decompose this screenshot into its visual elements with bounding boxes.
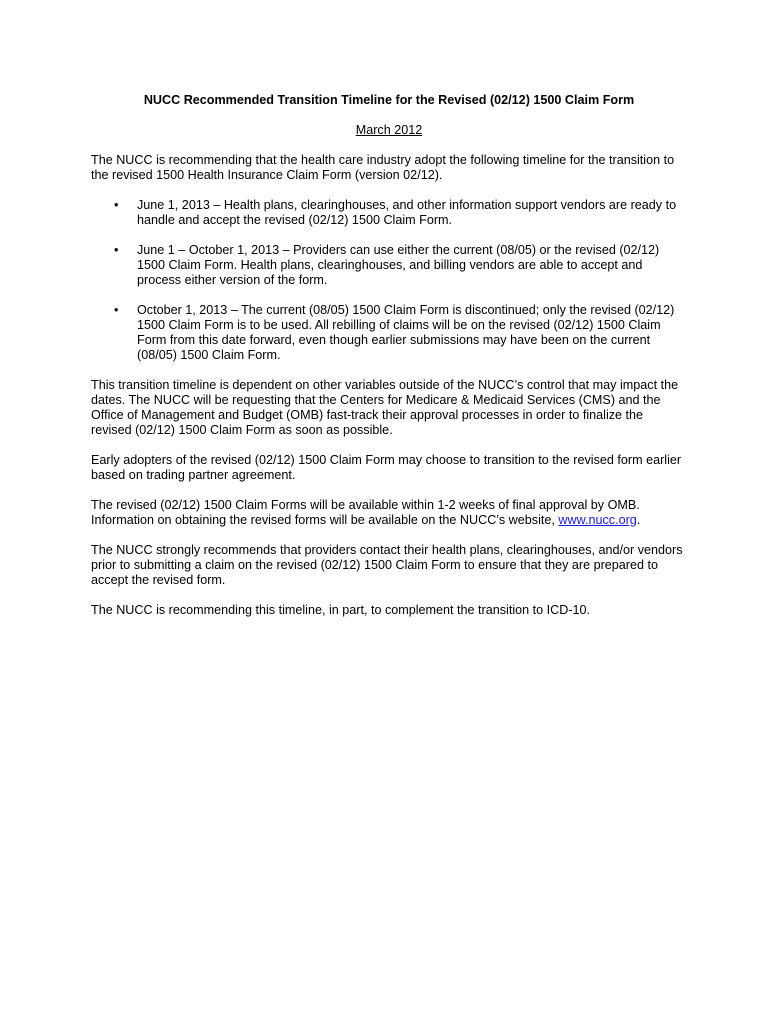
- list-item-text: June 1, 2013 – Health plans, clearinghouses, and other information support vendors are ready to handle and accept the revised (02/12) 1500 Claim Form.: [137, 198, 677, 227]
- dependency-paragraph: This transition timeline is dependent on other variables outside of the NUCC’s control that may impact the dates. The NUCC will be requesting that the Centers for Medicare & Medicaid Services (CMS) and the Office of Management and Budget (OMB) fast-track their approval processes in order to finalize the revised (02/12) 1500 Claim Form as soon as possible.: [91, 378, 679, 437]
- document-body: [91, 93, 687, 618]
- availability-paragraph: [91, 498, 687, 528]
- list-item: [91, 243, 687, 288]
- intro-paragraph: The NUCC is recommending that the health care industry adopt the following timeline for the transition to the revised 1500 Health Insurance Claim Form (version 02/12).: [91, 153, 675, 182]
- timeline-list: [91, 198, 687, 363]
- bullet-icon: •: [114, 198, 119, 212]
- list-item: [91, 303, 687, 363]
- document-date: March 2012: [355, 123, 423, 137]
- early-adopters-paragraph: Early adopters of the revised (02/12) 1500 Claim Form may choose to transition to the revised form earlier based on trading partner agreement.: [91, 453, 682, 482]
- website-link[interactable]: www.nucc.org: [558, 513, 637, 527]
- list-item: [91, 198, 687, 228]
- availability-text: The revised (02/12) 1500 Claim Forms will be available within 1-2 weeks of final approval by OMB. Information on obtaining the revised forms will be available on the NUCC’s website,: [91, 498, 640, 527]
- availability-end: .: [636, 513, 641, 527]
- list-item-text: October 1, 2013 – The current (08/05) 1500 Claim Form is discontinued; only the revised (02/12) 1500 Claim Form is to be used. All rebilling of claims will be on the revised (02/12) 1500 Claim Form from this date forward, even though earlier submissions may have been on the current (08/05) 1500 Claim Form.: [137, 303, 675, 362]
- list-item-text: June 1 – October 1, 2013 – Providers can use either the current (08/05) or the revised (02/12) 1500 Claim Form. Health plans, clearinghouses, and billing vendors are able to accept and process either version of the form.: [137, 243, 660, 287]
- bullet-icon: •: [114, 303, 119, 317]
- bullet-icon: •: [114, 243, 119, 257]
- recommendation-paragraph: The NUCC strongly recommends that providers contact their health plans, clearinghouses, and/or vendors prior to submitting a claim on the revised (02/12) 1500 Claim Form to ensure that they are prepared to accept the revised form.: [91, 543, 683, 587]
- icd10-paragraph: The NUCC is recommending this timeline, in part, to complement the transition to ICD-10.: [91, 603, 591, 617]
- document-title: NUCC Recommended Transition Timeline for the Revised (02/12) 1500 Claim Form: [143, 93, 635, 107]
